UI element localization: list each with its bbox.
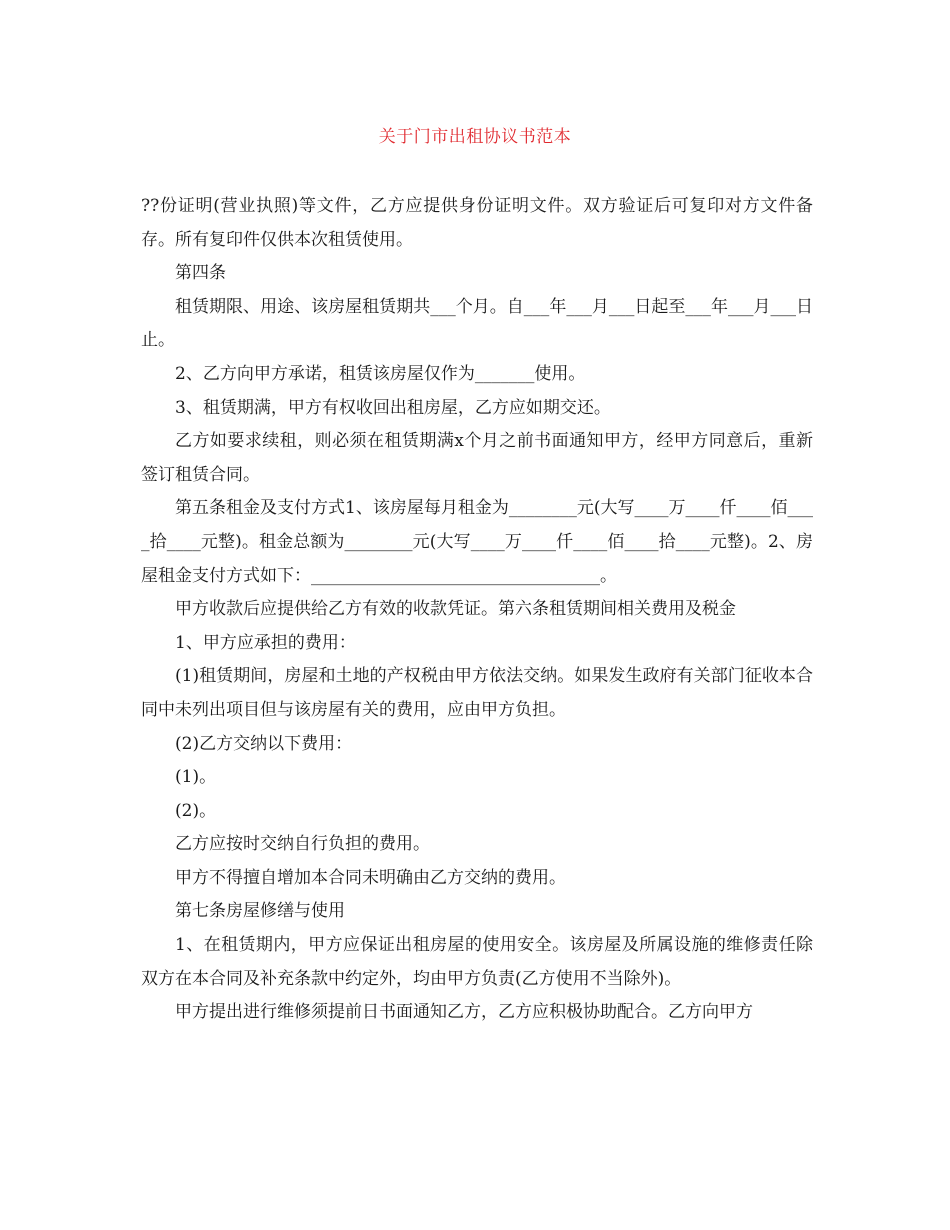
paragraph-15: 甲方不得擅自增加本合同未明确由乙方交纳的费用。 (175, 867, 566, 888)
paragraph-10: (1)租赁期间，房屋和土地的产权税由甲方依法交纳。如果发生政府有关部门征收本合同中未列出项目但与该房屋有关的费用，应由甲方负担。 (141, 666, 813, 720)
document-body (141, 190, 813, 1030)
paragraph-18: 甲方提出进行维修须提前日书面通知乙方，乙方应积极协助配合。乙方向甲方 (175, 1002, 753, 1023)
paragraph-2: 第四条 (175, 263, 226, 284)
paragraph-8: 甲方收款后应提供给乙方有效的收款凭证。第六条租赁期间相关费用及税金 (175, 599, 736, 620)
paragraph-6: 乙方如要求续租，则必须在租赁期满x个月之前书面通知甲方，经甲方同意后，重新签订租赁合同。 (141, 431, 813, 485)
paragraph-4: 2、乙方向甲方承诺，租赁该房屋仅作为_______使用。 (175, 363, 586, 384)
document-title: 关于门市出租协议书范本 (378, 127, 572, 147)
paragraph-17: 1、在租赁期内，甲方应保证出租房屋的使用安全。该房屋及所属设施的维修责任除双方在本合同及补充条款中约定外，均由甲方负责(乙方使用不当除外)。 (141, 935, 813, 989)
paragraph-5: 3、租赁期满，甲方有权收回出租房屋，乙方应如期交还。 (175, 397, 611, 418)
paragraph-1: ??份证明(营业执照)等文件，乙方应提供身份证明文件。双方验证后可复印对方文件备存。所有复印件仅供本次租赁使用。 (141, 196, 813, 250)
paragraph-13: (2)。 (175, 800, 217, 821)
paragraph-9: 1、甲方应承担的费用： (175, 632, 356, 653)
paragraph-7: 第五条租金及支付方式1、该房屋每月租金为________元(大写____万____仟____佰____拾____元整)。租金总额为________元(大写____万____仟____佰____拾____元整)。2、房屋租金支付方式如下：__________________________________。 (141, 498, 813, 586)
paragraph-12: (1)。 (175, 767, 217, 788)
paragraph-3: 租赁期限、用途、该房屋租赁期共___个月。自___年___月___日起至___年___月___日止。 (141, 296, 813, 351)
paragraph-11: (2)乙方交纳以下费用： (175, 733, 353, 754)
paragraph-14: 乙方应按时交纳自行负担的费用。 (175, 834, 430, 855)
paragraph-16: 第七条房屋修缮与使用 (175, 901, 345, 922)
